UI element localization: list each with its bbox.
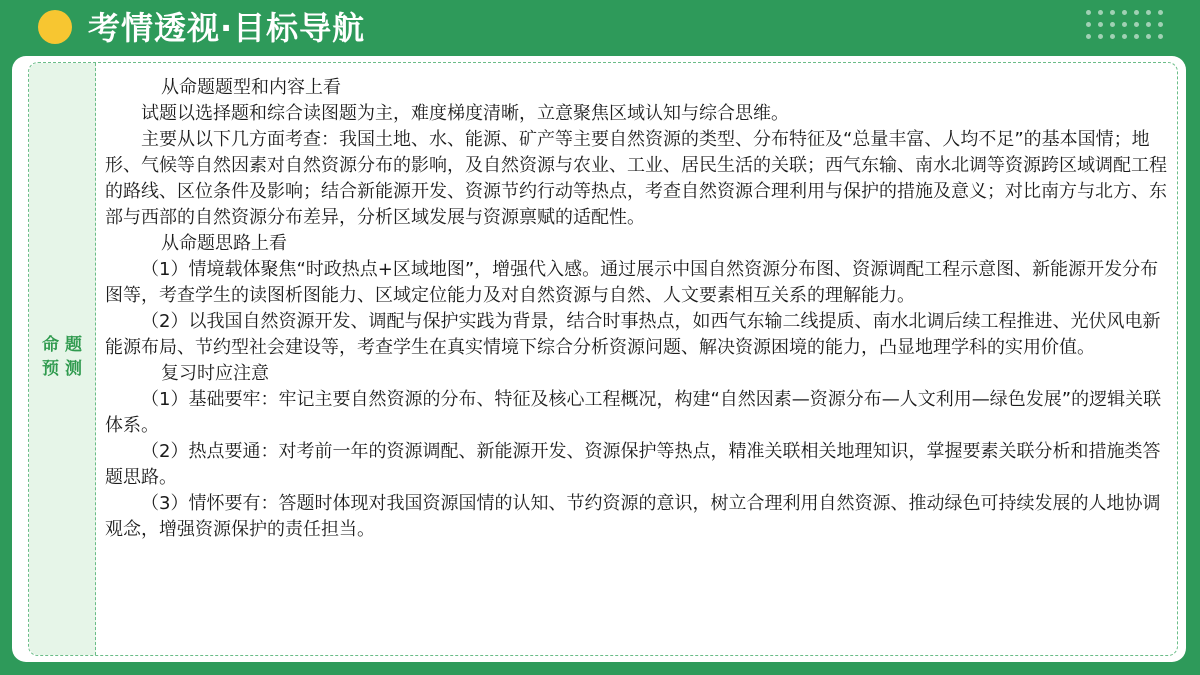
side-label-line-1: 命 题: [42, 335, 82, 355]
paragraph: 试题以选择题和综合读图题为主，难度梯度清晰，立意聚焦区域认知与综合思维。: [141, 103, 789, 124]
paragraph: （1）情境载体聚焦“时政热点+区域地图”，增强代入感。通过展示中国自然资源分布图、资源调配工程示意图、新能源开发分布图等，考查学生的读图析图能力、区域定位能力及对自然资源与自然、人文要素相互关系的理解能力。: [105, 259, 1159, 306]
page-title: 考情透视·目标导航: [88, 9, 366, 47]
section-heading-type: 从命题题型和内容上看: [161, 77, 341, 98]
paragraph: 主要从以下几方面考查：我国土地、水、能源、矿产等主要自然资源的类型、分布特征及“总量丰富、人均不足”的基本国情；地形、气候等自然因素对自然资源分布的影响，及自然资源与农业、工业、居民生活的关联；西气东输、南水北调等资源跨区域调配工程的路线、区位条件及影响；结合新能源开发、资源节约行动等热点，考查自然资源合理利用与保护的措施及意义；对比南方与北方、东部与西部的自然资源分布差异，分析区域发展与资源禀赋的适配性。: [105, 129, 1167, 228]
decorative-dot-grid-icon: [1086, 10, 1170, 46]
title-bullet-icon: [38, 10, 72, 44]
header-bar: [0, 0, 1200, 58]
paragraph: （2）热点要通：对考前一年的资源调配、新能源开发、资源保护等热点，精准关联相关地理知识，掌握要素关联分析和措施类答题思路。: [105, 441, 1161, 488]
side-label-line-2: 预 测: [42, 359, 82, 379]
side-label: [29, 333, 95, 381]
main-text: [105, 75, 1169, 543]
side-label-column: [29, 63, 96, 655]
paragraph: （1）基础要牢：牢记主要自然资源的分布、特征及核心工程概况，构建“自然因素—资源分布—人文利用—绿色发展”的逻辑关联体系。: [105, 389, 1162, 436]
content-panel: [12, 56, 1186, 662]
paragraph: （3）情怀要有：答题时体现对我国资源国情的认知、节约资源的意识，树立合理利用自然资源、推动绿色可持续发展的人地协调观念，增强资源保护的责任担当。: [105, 493, 1161, 540]
paragraph: （2）以我国自然资源开发、调配与保护实践为背景，结合时事热点，如西气东输二线提质、南水北调后续工程推进、光伏风电新能源布局、节约型社会建设等，考查学生在真实情境下综合分析资源问题、解决资源困境的能力，凸显地理学科的实用价值。: [105, 311, 1161, 358]
content-frame: [28, 62, 1178, 656]
section-heading-approach: 从命题思路上看: [161, 233, 287, 254]
section-heading-review: 复习时应注意: [161, 363, 269, 384]
